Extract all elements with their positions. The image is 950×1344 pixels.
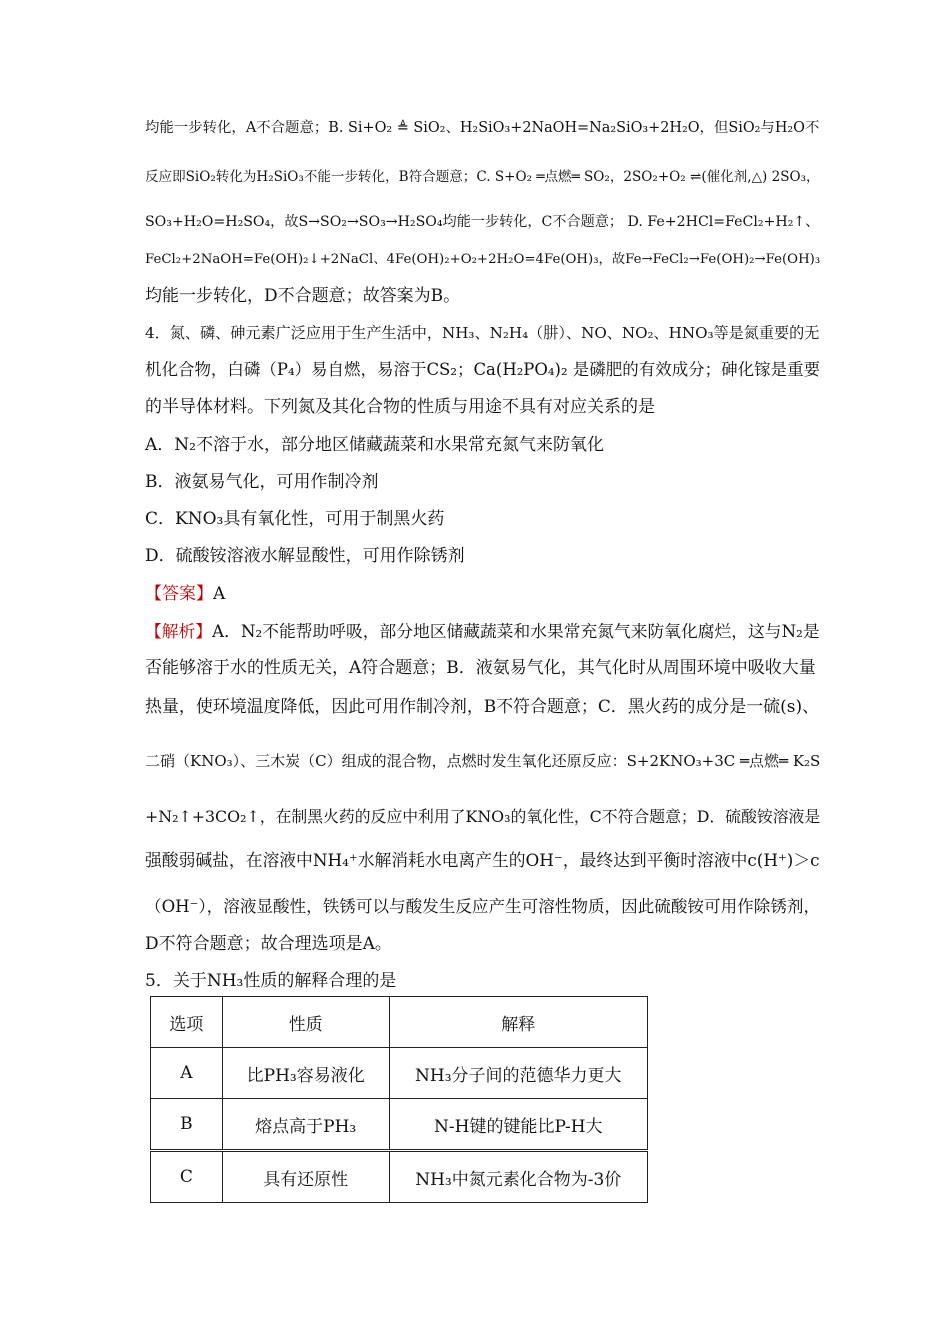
question-stem: 4．氮、磷、砷元素广泛应用于生产生活中，NH₃、N₂H₄（肼）、NO、NO₂、HNO₃等是氮重要的无 (145, 324, 820, 342)
text-line: FeCl₂+2NaOH=Fe(OH)₂↓+2NaCl、4Fe(OH)₂+O₂+2H₂O=4Fe(OH)₃，故Fe→FeCl₂→Fe(OH)₂→Fe(OH)₃ (145, 252, 821, 267)
text-line: 反应即SiO₂转化为H₂SiO₃不能一步转化，B符合题意；C. S+O₂ ═点燃═ SO₂，2SO₂+O₂ ⇌(催化剂,△) 2SO₃， (145, 169, 820, 185)
table-cell: A (151, 1048, 223, 1099)
header-cell: 解释 (389, 997, 647, 1048)
analysis-line (145, 620, 820, 642)
table-row (151, 1099, 648, 1151)
question-5-stem: 5．关于NH₃性质的解释合理的是 (145, 971, 397, 991)
analysis-line: 二硝（KNO₃）、三木炭（C）组成的混合物，点燃时发生氧化还原反应：S+2KNO₃+3C ═点燃═ K₂S (145, 752, 821, 770)
analysis-text: A．N₂不能帮助呼吸，部分地区储藏蔬菜和水果常充氮气来防氧化腐烂，这与N₂是 (212, 621, 820, 641)
analysis-line: +N₂↑+3CO₂↑，在制黑火药的反应中利用了KNO₃的氧化性，C不符合题意；D．硫酸铵溶液是 (145, 807, 821, 826)
text-line: SO₃+H₂O=H₂SO₄，故S→SO₂→SO₃→H₂SO₄均能一步转化，C不合题意； D. Fe+2HCl=FeCl₂+H₂↑、 (145, 214, 820, 230)
analysis-line: 热量，使环境温度降低，因此可用作制冷剂，B不符合题意；C．黑火药的成分是一硫(s)、 (145, 696, 820, 716)
option-b: B．液氨易气化，可用作制冷剂 (145, 472, 379, 492)
analysis-tag: 【解析】 (145, 621, 213, 641)
options-table (150, 996, 648, 1203)
table-row (151, 1048, 648, 1099)
option-d: D．硫酸铵溶液水解显酸性，可用作除锈剂 (145, 546, 465, 566)
question-stem: 机化合物，白磷（P₄）易自燃，易溶于CS₂；Ca(H₂PO₄)₂ 是磷肥的有效成分；砷化镓是重要 (145, 360, 821, 379)
analysis-line: 否能够溶于水的性质无关，A符合题意；B．液氨易气化，其气化时从周围环境中吸收大量 (145, 658, 816, 678)
table-cell: 熔点高于PH₃ (222, 1099, 389, 1151)
option-c: C．KNO₃具有氧化性，可用于制黑火药 (145, 509, 445, 529)
analysis-line: （OH⁻），溶液显酸性，铁锈可以与酸发生反应产生可溶性物质，因此硫酸铵可用作除锈剂， (145, 897, 821, 916)
table-cell: C (151, 1151, 223, 1203)
text-line: 均能一步转化，D不合题意；故答案为B。 (145, 286, 461, 306)
table-row (151, 1151, 648, 1203)
option-a: A．N₂不溶于水，部分地区储藏蔬菜和水果常充氮气来防氧化 (145, 435, 604, 455)
table-header-row (151, 997, 648, 1048)
table-cell: 比PH₃容易液化 (222, 1048, 389, 1099)
answer-tag: 【答案】 (145, 584, 213, 604)
header-cell: 选项 (151, 997, 223, 1048)
analysis-line: D不符合题意；故合理选项是A。 (145, 934, 392, 954)
analysis-line: 强酸弱碱盐，在溶液中NH₄⁺水解消耗水电离产生的OH⁻，最终达到平衡时溶液中c(H⁺)＞c (145, 850, 820, 870)
question-stem: 的半导体材料。下列氮及其化合物的性质与用途不具有对应关系的是 (145, 397, 655, 417)
table-cell: NH₃分子间的范德华力更大 (389, 1048, 647, 1099)
answer-text: A (213, 584, 226, 604)
table-cell: 具有还原性 (222, 1151, 389, 1203)
text-line: 均能一步转化，A不合题意；B. Si+O₂ ≜ SiO₂、H₂SiO₃+2NaOH=Na₂SiO₃+2H₂O，但SiO₂与H₂O不 (145, 120, 820, 136)
header-cell: 性质 (222, 997, 389, 1048)
answer (145, 583, 225, 605)
table-cell: N-H键的键能比P-H大 (389, 1099, 647, 1151)
table-cell: B (151, 1099, 223, 1151)
table-cell: NH₃中氮元素化合物为-3价 (389, 1151, 647, 1203)
